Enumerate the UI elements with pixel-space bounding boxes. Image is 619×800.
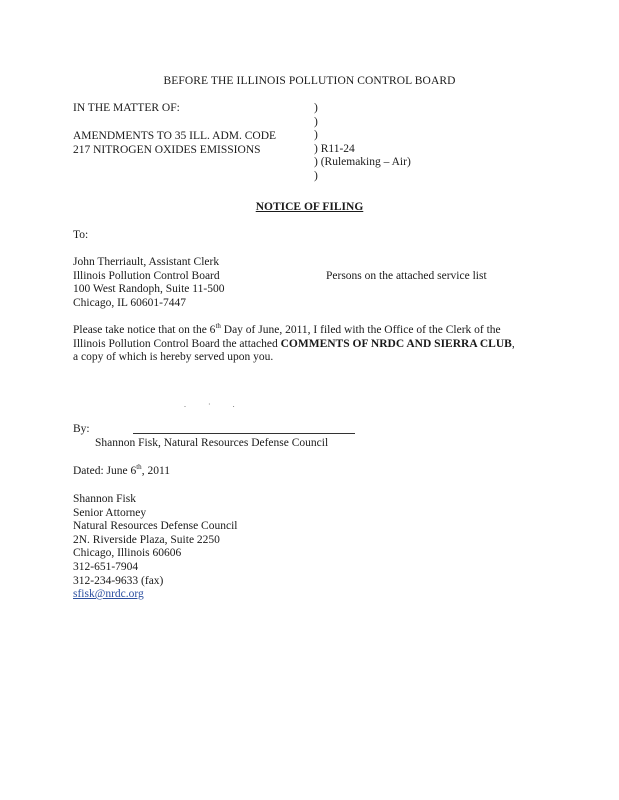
caption-paren: ) xyxy=(314,102,318,114)
notice-body-line-1: Please take notice that on the 6th Day of June, 2011, I filed with the Office of the Clerk of the xyxy=(73,322,501,336)
recipient-line: John Therriault, Assistant Clerk xyxy=(73,256,220,268)
notice-body-line-2: Illinois Pollution Control Board the attached COMMENTS OF NRDC AND SIERRA CLUB, xyxy=(73,337,515,350)
contact-phone: 312-651-7904 xyxy=(73,560,139,573)
by-label: By: xyxy=(73,423,90,435)
notice-body-line-3: a copy of which is hereby served upon you. xyxy=(73,351,274,364)
recipient-line: Chicago, IL 60601-7447 xyxy=(73,296,186,309)
recipient-line: Illinois Pollution Control Board xyxy=(73,269,220,282)
notice-heading: NOTICE OF FILING xyxy=(255,201,364,213)
contact-address-1: 2N. Riverside Plaza, Suite 2250 xyxy=(73,533,220,546)
contact-name: Shannon Fisk xyxy=(73,493,136,505)
contact-block xyxy=(73,493,237,602)
caption-paren: ) xyxy=(314,115,318,128)
recipient-line: 100 West Randoph, Suite 11-500 xyxy=(73,283,225,296)
matter-label: IN THE MATTER OF: xyxy=(73,102,180,114)
filing-title: COMMENTS OF NRDC AND SIERRA CLUB xyxy=(280,337,512,350)
amendments-line-2: 217 NITROGEN OXIDES EMISSIONS xyxy=(73,144,261,156)
service-list-note: Persons on the attached service list xyxy=(326,270,487,282)
contact-organization: Natural Resources Defense Council xyxy=(73,520,238,533)
rulemaking-type: ) (Rulemaking – Air) xyxy=(314,156,411,169)
docket-number: ) R11-24 xyxy=(314,142,355,155)
to-label: To: xyxy=(73,229,89,241)
caption-paren: ) xyxy=(314,129,318,142)
contact-email-link[interactable]: sfisk@nrdc.org xyxy=(73,588,144,601)
notice-body xyxy=(73,324,515,365)
recipient-block xyxy=(73,256,224,310)
amendments-line-1: AMENDMENTS TO 35 ILL. ADM. CODE xyxy=(73,130,277,142)
signature-line xyxy=(133,433,355,434)
caption-paren-column xyxy=(314,102,411,184)
dated-line: Dated: June 6th, 2011 xyxy=(73,463,171,477)
caption-paren: ) xyxy=(314,169,318,182)
contact-title: Senior Attorney xyxy=(73,506,147,519)
scan-marks: . · . xyxy=(184,400,245,409)
contact-address-2: Chicago, Illinois 60606 xyxy=(73,547,182,560)
document-title: BEFORE THE ILLINOIS POLLUTION CONTROL BOARD xyxy=(163,75,456,87)
signer-caption: Shannon Fisk, Natural Resources Defense Council xyxy=(95,437,329,449)
contact-fax: 312-234-9633 (fax) xyxy=(73,574,164,587)
